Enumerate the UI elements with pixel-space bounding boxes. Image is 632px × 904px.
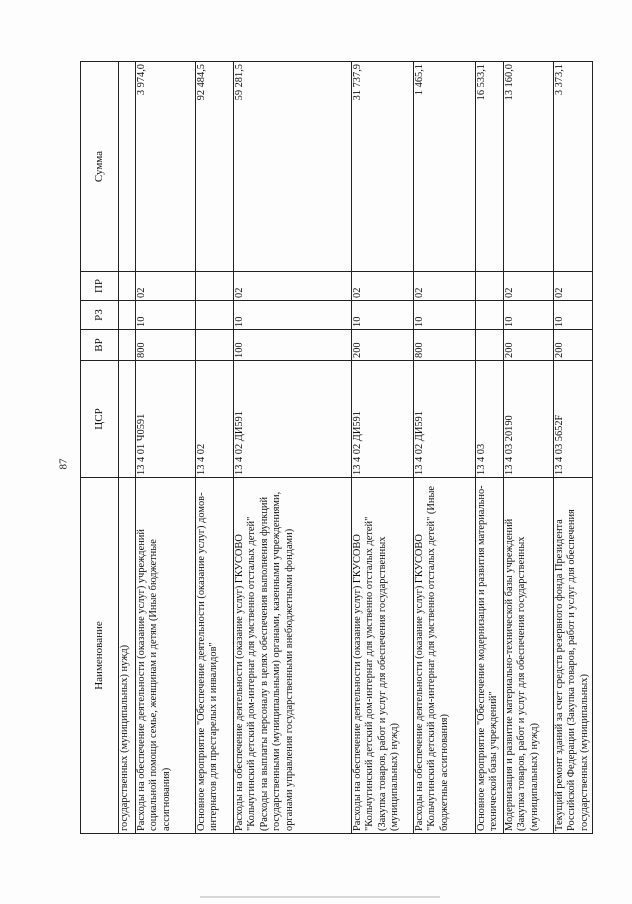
- table-row: [119, 62, 136, 834]
- header-pr: ПР: [81, 272, 119, 301]
- row-vr: 200: [554, 330, 593, 361]
- table-header-row: [81, 62, 119, 834]
- row-csr: [119, 361, 136, 478]
- rotated-table-container: [80, 62, 592, 834]
- row-rz: 10: [234, 301, 352, 330]
- table-row: [554, 62, 593, 834]
- scan-edge-line: [200, 896, 440, 898]
- row-sum: 1 465,1: [414, 62, 476, 272]
- row-vr: 200: [352, 330, 414, 361]
- row-name: Основное мероприятие "Обеспечение деятельности (оказание услуг) домов-интернатов для престарелых и инвалидов": [196, 478, 234, 834]
- row-csr: 13 4 02 ДИ591: [234, 361, 352, 478]
- row-csr: 13 4 03 5652F: [554, 361, 593, 478]
- row-vr: 800: [414, 330, 476, 361]
- row-name: Расходы на обеспечение деятельности (оказание услуг) ГКУСОВО "Кольчугинский детский дом-интернат для умственно отсталых детей" (Закупка товаров, работ и услуг для обеспечения государственных (муниципальных) нужд): [352, 478, 414, 834]
- row-name: Расходы на обеспечение деятельности (оказание услуг) ГКУСОВО "Кольчугинский детский дом-интернат для умственно отсталых детей" (Расходы на выплаты персоналу в целях обеспечения выполнения функций государственными (муниципальными) органами, казенными учреждениями, органами управления государственными внебюджетными фондами): [234, 478, 352, 834]
- row-csr: 13 4 02 ДИ591: [414, 361, 476, 478]
- row-csr: 13 4 03 20190: [504, 361, 554, 478]
- row-vr: 100: [234, 330, 352, 361]
- row-rz: 10: [352, 301, 414, 330]
- table-row: [196, 62, 234, 834]
- row-rz: 10: [414, 301, 476, 330]
- header-name: Наименование: [81, 478, 119, 834]
- table-row: [352, 62, 414, 834]
- table-row: [414, 62, 476, 834]
- row-pr: 02: [554, 272, 593, 301]
- row-vr: 800: [136, 330, 196, 361]
- row-rz: 10: [136, 301, 196, 330]
- row-name: Расходы на обеспечение деятельности (оказание услуг) ГКУСОВО "Кольчугинский детский дом-интернат для умственно отсталых детей" (Иные бюджетные ассигнования): [414, 478, 476, 834]
- table-row: [136, 62, 196, 834]
- row-pr: [119, 272, 136, 301]
- row-csr: 13 4 02: [196, 361, 234, 478]
- row-vr: [196, 330, 234, 361]
- row-pr: [476, 272, 504, 301]
- row-csr: 13 4 03: [476, 361, 504, 478]
- row-pr: [196, 272, 234, 301]
- row-name: Текущий ремонт зданий за счет средств резервного фонда Президента Российской Федерации (Закупка товаров, работ и услуг для обеспечения государственных (муниципальных): [554, 478, 593, 834]
- row-vr: [476, 330, 504, 361]
- row-rz: 10: [554, 301, 593, 330]
- table-row: [476, 62, 504, 834]
- row-rz: [119, 301, 136, 330]
- row-sum: 16 533,1: [476, 62, 504, 272]
- row-sum: 92 484,5: [196, 62, 234, 272]
- row-rz: [196, 301, 234, 330]
- header-csr: ЦСР: [81, 361, 119, 478]
- row-name: Основное мероприятие "Обеспечение модернизации и развития материально-технической базы учреждений": [476, 478, 504, 834]
- row-pr: 02: [414, 272, 476, 301]
- row-name: Расходы на обеспечение деятельности (оказание услуг) учреждений социальной помощи семье, женщинам и детям (Иные бюджетные ассигнования): [136, 478, 196, 834]
- header-vr: ВР: [81, 330, 119, 361]
- row-pr: 02: [504, 272, 554, 301]
- header-rz: РЗ: [81, 301, 119, 330]
- row-csr: 13 4 01 Ч0591: [136, 361, 196, 478]
- row-sum: 59 281,5: [234, 62, 352, 272]
- row-sum: 3 373,1: [554, 62, 593, 272]
- row-rz: [476, 301, 504, 330]
- row-pr: 02: [136, 272, 196, 301]
- row-pr: 02: [352, 272, 414, 301]
- row-csr: 13 4 02 ДИ591: [352, 361, 414, 478]
- row-sum: [119, 62, 136, 272]
- row-name: государственных (муниципальных) нужд): [119, 478, 136, 834]
- page-number: 87: [57, 458, 70, 470]
- row-vr: [119, 330, 136, 361]
- header-sum: Сумма: [81, 62, 119, 272]
- row-sum: 31 737,9: [352, 62, 414, 272]
- row-vr: 200: [504, 330, 554, 361]
- table-row: [504, 62, 554, 834]
- row-name: Модернизация и развитие материально-технической базы учреждений (Закупка товаров, работ и услуг для обеспечения государственных (муниципальных) нужд): [504, 478, 554, 834]
- row-rz: 10: [504, 301, 554, 330]
- budget-table: [80, 61, 593, 834]
- table-row: [234, 62, 352, 834]
- row-sum: 3 974,0: [136, 62, 196, 272]
- row-pr: 02: [234, 272, 352, 301]
- row-sum: 13 160,0: [504, 62, 554, 272]
